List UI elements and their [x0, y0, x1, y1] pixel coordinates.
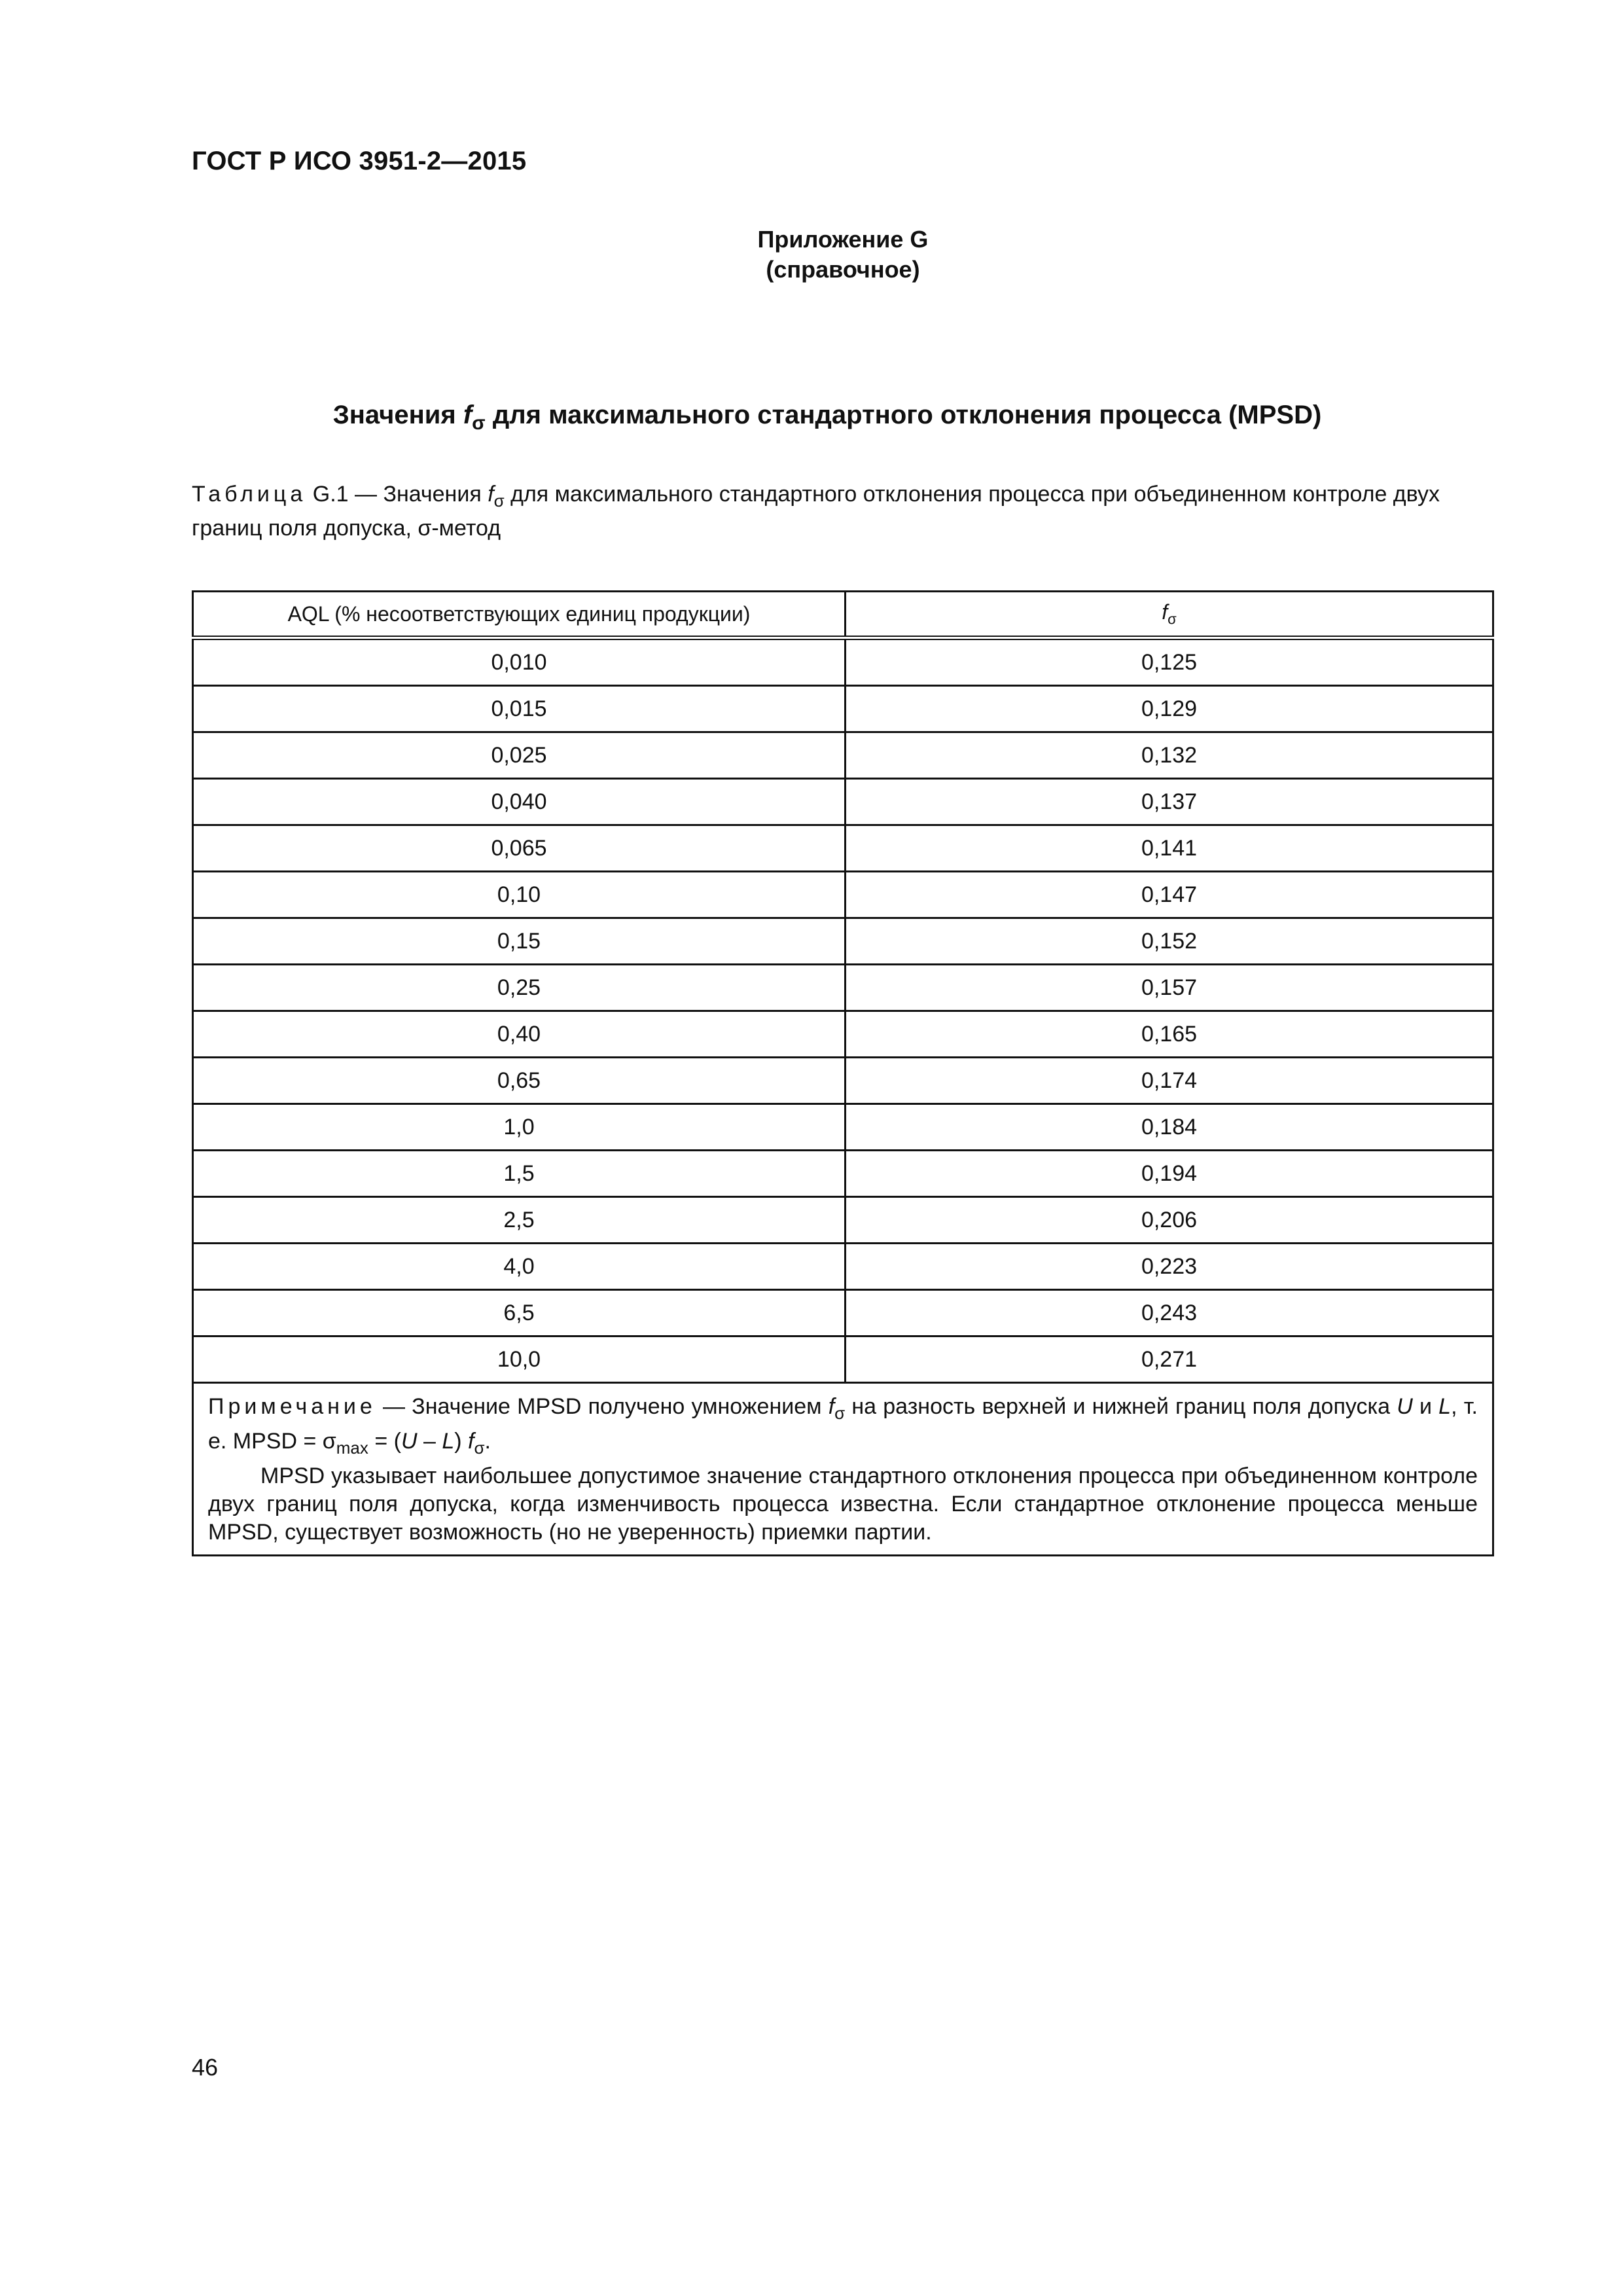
cell-f-sigma: 0,157	[846, 965, 1493, 1011]
caption-label: Таблица	[192, 482, 307, 507]
caption-number: G.1 — Значения	[306, 482, 488, 507]
note-text: –	[417, 1428, 442, 1454]
cell-aql: 10,0	[193, 1336, 846, 1383]
cell-f-sigma: 0,137	[846, 779, 1493, 825]
note-symbol-sub: σ	[474, 1437, 485, 1458]
note-symbol: U	[1397, 1394, 1413, 1419]
cell-f-sigma: 0,132	[846, 732, 1493, 779]
page-number: 46	[192, 2054, 219, 2081]
cell-f-sigma: 0,206	[846, 1197, 1493, 1244]
cell-aql: 0,10	[193, 872, 846, 918]
table-row	[193, 638, 1493, 686]
section-heading-symbol: f	[463, 401, 473, 429]
cell-f-sigma: 0,147	[846, 872, 1493, 918]
note-symbol-sub: max	[336, 1437, 368, 1458]
table-row	[193, 825, 1493, 872]
table-row	[193, 918, 1493, 965]
header-aql: AQL (% несоответствующих единиц продукции)	[193, 592, 846, 638]
cell-aql: 0,25	[193, 965, 846, 1011]
note-text: на разность верхней и нижней границ поля допуска	[845, 1394, 1397, 1419]
note-text: .	[484, 1428, 491, 1454]
cell-f-sigma: 0,129	[846, 686, 1493, 732]
header-f-sigma	[846, 592, 1493, 638]
note-text: и	[1412, 1394, 1439, 1419]
table-row	[193, 686, 1493, 732]
header-f-symbol: f	[1162, 600, 1168, 624]
cell-f-sigma: 0,184	[846, 1104, 1493, 1151]
cell-f-sigma: 0,165	[846, 1011, 1493, 1058]
table-row	[193, 872, 1493, 918]
cell-f-sigma: 0,223	[846, 1244, 1493, 1290]
cell-aql: 0,65	[193, 1058, 846, 1104]
caption-symbol: f	[488, 482, 494, 507]
table-row	[193, 779, 1493, 825]
table-row	[193, 1244, 1493, 1290]
f-sigma-table	[192, 590, 1494, 1556]
note-symbol: U	[401, 1428, 418, 1454]
cell-f-sigma: 0,174	[846, 1058, 1493, 1104]
caption-text: для максимального стандартного отклонения процесса при объединенном контроле двух границ поля допуска, σ-метод	[192, 482, 1440, 541]
table-row	[193, 732, 1493, 779]
note-paragraph-2: MPSD указывает наибольшее допустимое значение стандартного отклонения процесса при объединенном контроле двух границ поля допуска, когда изменчивость процесса известна. Если стандартное отклонение процесса меньше MPSD, существует возможность (но не уверенность) приемки партии.	[208, 1463, 1478, 1545]
table-note	[208, 1393, 1478, 1547]
note-symbol: L	[442, 1428, 455, 1454]
cell-f-sigma: 0,271	[846, 1336, 1493, 1383]
table-row	[193, 1336, 1493, 1383]
cell-aql: 2,5	[193, 1197, 846, 1244]
cell-f-sigma: 0,194	[846, 1151, 1493, 1197]
cell-aql: 0,15	[193, 918, 846, 965]
table-row	[193, 1011, 1493, 1058]
table-row	[193, 1058, 1493, 1104]
table-row	[193, 1104, 1493, 1151]
note-cell	[193, 1383, 1493, 1556]
note-text: )	[454, 1428, 469, 1454]
note-text: — Значение MPSD получено умножением	[376, 1394, 829, 1419]
section-heading-symbol-sub: σ	[472, 412, 486, 434]
annex-title: Приложение G	[757, 226, 929, 253]
cell-aql: 6,5	[193, 1290, 846, 1336]
cell-aql: 1,0	[193, 1104, 846, 1151]
standard-designation: ГОСТ Р ИСО 3951-2—2015	[192, 147, 527, 175]
cell-aql: 0,025	[193, 732, 846, 779]
cell-f-sigma: 0,243	[846, 1290, 1493, 1336]
table-row	[193, 1290, 1493, 1336]
cell-aql: 0,010	[193, 638, 846, 686]
cell-aql: 0,065	[193, 825, 846, 872]
section-heading-suffix: для максимального стандартного отклонения процесса (MPSD)	[485, 401, 1322, 429]
table-row	[193, 965, 1493, 1011]
section-heading	[0, 401, 1623, 435]
table-caption	[192, 480, 1494, 542]
cell-aql: 4,0	[193, 1244, 846, 1290]
note-symbol: f	[828, 1394, 835, 1419]
cell-f-sigma: 0,125	[846, 638, 1493, 686]
note-text: = (	[368, 1428, 401, 1454]
cell-aql: 0,015	[193, 686, 846, 732]
cell-aql: 0,40	[193, 1011, 846, 1058]
section-heading-prefix: Значения	[332, 401, 463, 429]
cell-f-sigma: 0,152	[846, 918, 1493, 965]
caption-symbol-sub: σ	[493, 490, 505, 511]
table-header-row	[193, 592, 1493, 638]
cell-f-sigma: 0,141	[846, 825, 1493, 872]
table-body	[193, 638, 1493, 1383]
note-paragraph-1	[208, 1393, 1478, 1462]
cell-aql: 0,040	[193, 779, 846, 825]
table-row	[193, 1197, 1493, 1244]
annex-type: (справочное)	[766, 256, 920, 283]
table-row	[193, 1151, 1493, 1197]
note-label: Примечание	[208, 1394, 376, 1419]
cell-aql: 1,5	[193, 1151, 846, 1197]
header-f-sub: σ	[1168, 611, 1177, 628]
note-row	[193, 1383, 1493, 1556]
note-symbol-sub: σ	[834, 1403, 846, 1423]
note-text: , т. е. MPSD = σ	[208, 1394, 1478, 1454]
note-symbol: f	[468, 1428, 474, 1454]
note-symbol: L	[1438, 1394, 1452, 1419]
